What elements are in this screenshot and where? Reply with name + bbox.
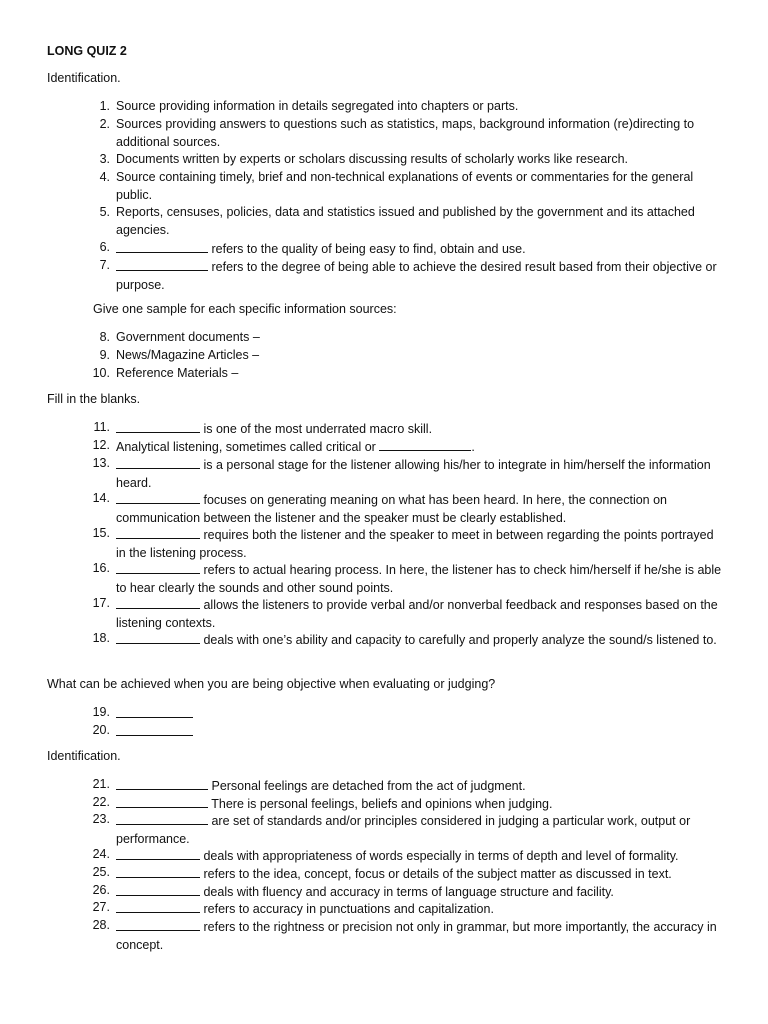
answer-blank[interactable] (116, 257, 208, 271)
question-text: Reports, censuses, policies, data and statistics issued and published by the government and its attached agencies. (116, 205, 695, 237)
question-number: 13. (92, 456, 110, 470)
answer-blank[interactable] (116, 917, 200, 931)
section-heading-fill-blanks: Fill in the blanks. (47, 392, 141, 406)
answer-blank[interactable] (379, 437, 471, 451)
question-text: allows the listeners to provide verbal and/or nonverbal feedback and responses based on the listening contexts. (116, 598, 718, 630)
answer-blank[interactable] (116, 794, 208, 808)
question-number: 5. (99, 205, 110, 219)
question-number: 26. (92, 883, 110, 897)
question-text: Analytical listening, sometimes called critical or (116, 440, 376, 454)
question-number: 14. (92, 491, 110, 505)
answer-blank[interactable] (116, 525, 200, 539)
question-number: 23. (92, 812, 110, 826)
question-text: requires both the listener and the speaker to meet in between regarding the points portrayed in the listening process. (116, 528, 714, 560)
question-number: 3. (99, 152, 110, 166)
question-text: deals with fluency and accuracy in terms of language structure and facility. (203, 885, 614, 899)
question-text: is a personal stage for the listener allowing his/her to integrate in him/herself the information heard. (116, 458, 711, 490)
question-number: 6. (99, 240, 110, 254)
question-text-end: . (471, 440, 475, 454)
question-number: 2. (99, 117, 110, 131)
question-text: refers to the degree of being able to achieve the desired result based from their objective or purpose. (116, 260, 717, 292)
question-text: Source providing information in details segregated into chapters or parts. (116, 99, 519, 113)
question-number: 22. (92, 795, 110, 809)
question-text: deals with one’s ability and capacity to carefully and properly analyze the sound/s listened to. (203, 633, 717, 647)
question-number: 19. (92, 705, 110, 719)
question-number: 20. (92, 723, 110, 737)
question-text: refers to actual hearing process. In here, the listener has to check him/herself if he/she is able to hear clearly the sounds and other sound points. (116, 563, 722, 595)
question-text: Reference Materials – (116, 366, 239, 380)
question-text: Sources providing answers to questions such as statistics, maps, background information (re)directing to additional sources. (116, 117, 695, 149)
answer-blank[interactable] (116, 239, 208, 253)
answer-blank[interactable] (116, 899, 200, 913)
question-number: 9. (99, 348, 110, 362)
question-number: 25. (92, 865, 110, 879)
question-number: 16. (92, 561, 110, 575)
quiz-title: LONG QUIZ 2 (47, 44, 127, 58)
question-text: Documents written by experts or scholars discussing results of scholarly works like research. (116, 152, 628, 166)
answer-blank[interactable] (116, 846, 200, 860)
question-text: refers to the idea, concept, focus or details of the subject matter as discussed in text. (203, 867, 672, 881)
question-number: 24. (92, 847, 110, 861)
question-number: 1. (99, 99, 110, 113)
question-text: deals with appropriateness of words especially in terms of depth and level of formality. (203, 849, 679, 863)
section-heading-identification-2: Identification. (47, 749, 121, 763)
answer-blank[interactable] (116, 882, 200, 896)
section-heading-samples: Give one sample for each specific information sources: (93, 302, 397, 316)
question-number: 4. (99, 170, 110, 184)
question-number: 17. (92, 596, 110, 610)
question-number: 11. (93, 420, 110, 434)
question-number: 15. (92, 526, 110, 540)
question-text: Personal feelings are detached from the act of judgment. (211, 779, 526, 793)
question-text: focuses on generating meaning on what has been heard. In here, the connection on communication between the listener and the speaker must be clearly established. (116, 493, 668, 525)
answer-blank[interactable] (116, 704, 193, 718)
question-number: 18. (92, 631, 110, 645)
answer-blank[interactable] (116, 811, 208, 825)
question-text: There is personal feelings, beliefs and opinions when judging. (211, 797, 553, 811)
question-text: refers to the quality of being easy to find, obtain and use. (211, 242, 526, 256)
answer-blank[interactable] (116, 630, 200, 644)
question-text: refers to accuracy in punctuations and capitalization. (203, 902, 494, 916)
answer-blank[interactable] (116, 560, 200, 574)
question-number: 12. (92, 438, 110, 452)
section-heading-objective: What can be achieved when you are being objective when evaluating or judging? (47, 677, 496, 691)
answer-blank[interactable] (116, 595, 200, 609)
question-text: News/Magazine Articles – (116, 348, 260, 362)
section-heading-identification: Identification. (47, 71, 121, 85)
question-number: 7. (99, 258, 110, 272)
question-number: 28. (92, 918, 110, 932)
answer-blank[interactable] (116, 864, 200, 878)
question-number: 27. (92, 900, 110, 914)
question-text: refers to the rightness or precision not only in grammar, but more importantly, the accuracy in concept. (116, 920, 717, 952)
answer-blank[interactable] (116, 776, 208, 790)
answer-blank[interactable] (116, 455, 200, 469)
answer-blank[interactable] (116, 490, 200, 504)
question-number: 21. (92, 777, 110, 791)
question-number: 8. (99, 330, 110, 344)
answer-blank[interactable] (116, 419, 200, 433)
question-text: Source containing timely, brief and non-technical explanations of events or commentaries for the general public. (116, 170, 694, 202)
question-number: 10. (92, 366, 110, 380)
question-text: Government documents – (116, 330, 260, 344)
answer-blank[interactable] (116, 722, 193, 736)
question-text: are set of standards and/or principles considered in judging a particular work, output or performance. (116, 814, 691, 846)
question-text: is one of the most underrated macro skill. (203, 422, 433, 436)
